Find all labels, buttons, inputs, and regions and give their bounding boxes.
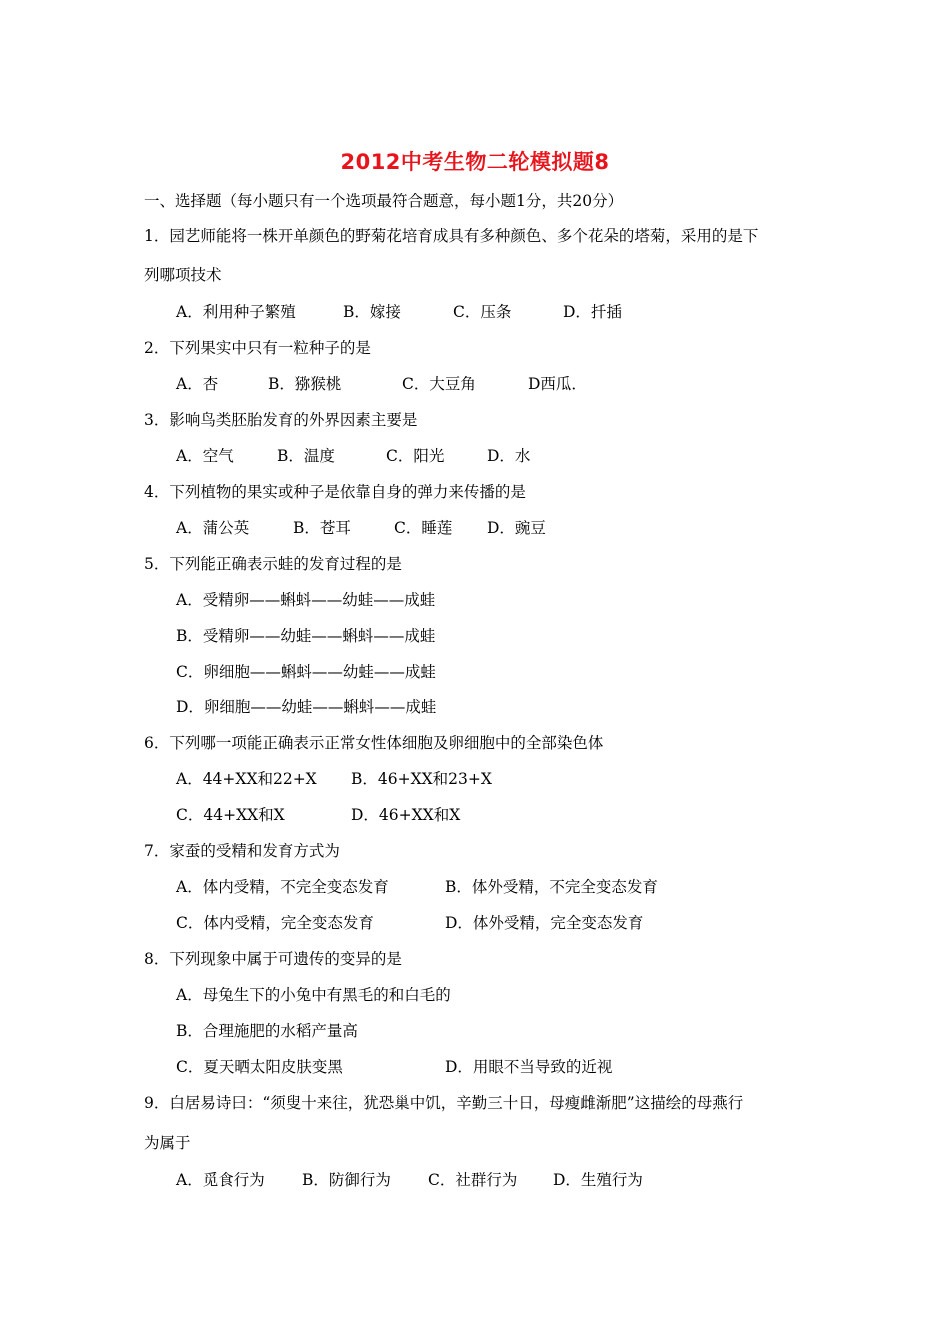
option-a: A．杏 — [176, 375, 219, 393]
question-1-stem-cont: 列哪项技术 — [144, 266, 222, 284]
question-4-stem: 4．下列植物的果实或种子是依靠自身的弹力来传播的是 — [144, 483, 526, 501]
option-c: C．阳光 — [386, 447, 445, 465]
option-c: C．44+XX和X — [176, 806, 285, 824]
option-a: A．体内受精，不完全变态发育 — [176, 878, 389, 896]
option-c: C．卵细胞——蝌蚪——幼蛙——成蛙 — [176, 663, 436, 681]
option-a: A．44+XX和22+X — [176, 770, 317, 788]
question-8-stem: 8．下列现象中属于可遗传的变异的是 — [144, 950, 402, 968]
option-c: C．社群行为 — [428, 1171, 518, 1189]
option-a: A．受精卵——蝌蚪——幼蛙——成蛙 — [176, 591, 436, 609]
option-c: C．压条 — [453, 303, 512, 321]
option-d: D．豌豆 — [487, 519, 546, 537]
option-c: C．睡莲 — [394, 519, 453, 537]
section-heading: 一、选择题（每小题只有一个选项最符合题意，每小题1分，共20分） — [144, 192, 624, 210]
option-b: B．合理施肥的水稻产量高 — [176, 1022, 358, 1040]
option-b: B．46+XX和23+X — [351, 770, 492, 788]
option-d: D．46+XX和X — [351, 806, 461, 824]
option-d: D．生殖行为 — [553, 1171, 643, 1189]
question-7-stem: 7．家蚕的受精和发育方式为 — [144, 842, 340, 860]
question-1-stem: 1．园艺师能将一株开单颜色的野菊花培育成具有多种颜色、多个花朵的塔菊，采用的是下 — [144, 227, 759, 245]
option-b: B．受精卵——幼蛙——蝌蚪——成蛙 — [176, 627, 436, 645]
option-a: A．觅食行为 — [176, 1171, 265, 1189]
question-3-stem: 3．影响鸟类胚胎发育的外界因素主要是 — [144, 411, 418, 429]
option-a: A．利用种子繁殖 — [176, 303, 296, 321]
option-d: D．体外受精，完全变态发育 — [445, 914, 644, 932]
option-d: D．卵细胞——幼蛙——蝌蚪——成蛙 — [176, 698, 437, 716]
option-b: B．猕猴桃 — [268, 375, 342, 393]
option-d: D．水 — [487, 447, 531, 465]
option-d: D．扦插 — [563, 303, 622, 321]
page-title: 2012中考生物二轮模拟题8 — [340, 150, 610, 174]
option-b: B．苍耳 — [293, 519, 351, 537]
question-6-stem: 6．下列哪一项能正确表示正常女性体细胞及卵细胞中的全部染色体 — [144, 734, 604, 752]
option-c: C．体内受精，完全变态发育 — [176, 914, 374, 932]
option-d: D西瓜． — [528, 375, 587, 393]
option-a: A．蒲公英 — [176, 519, 250, 537]
option-c: C．夏天晒太阳皮肤变黑 — [176, 1058, 343, 1076]
question-9-stem: 9．白居易诗曰：“须叟十来往，犹恐巢中饥，辛勤三十日，母瘦雌渐肥”这描绘的母燕行 — [144, 1094, 744, 1112]
question-9-stem-cont: 为属于 — [144, 1134, 191, 1152]
option-a: A．母兔生下的小兔中有黑毛的和白毛的 — [176, 986, 451, 1004]
option-b: B．嫁接 — [343, 303, 401, 321]
option-b: B．防御行为 — [302, 1171, 391, 1189]
option-c: C．大豆角 — [402, 375, 476, 393]
option-b: B．温度 — [277, 447, 335, 465]
option-a: A．空气 — [176, 447, 234, 465]
option-b: B．体外受精，不完全变态发育 — [445, 878, 658, 896]
question-2-stem: 2．下列果实中只有一粒种子的是 — [144, 339, 371, 357]
option-d: D．用眼不当导致的近视 — [445, 1058, 613, 1076]
question-5-stem: 5．下列能正确表示蛙的发育过程的是 — [144, 555, 402, 573]
